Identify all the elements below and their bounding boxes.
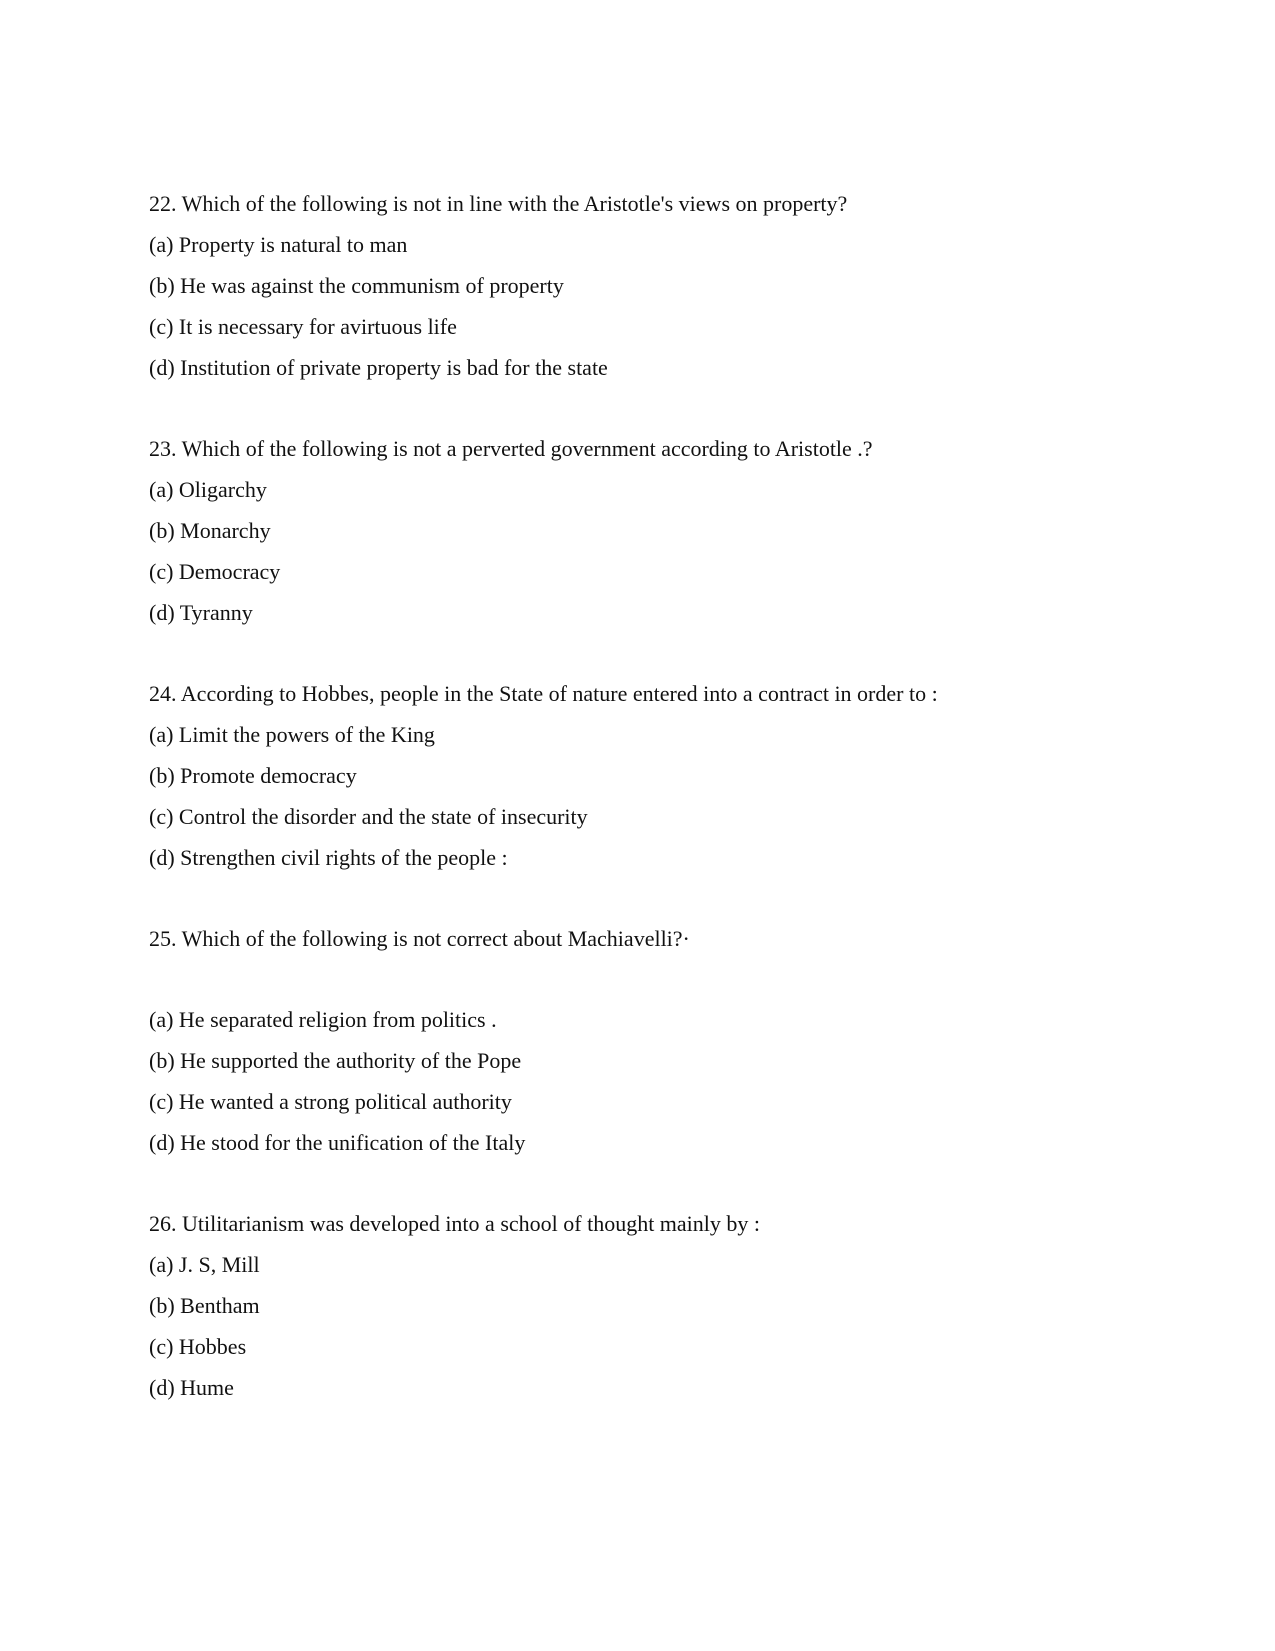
question-22-text: 22. Which of the following is not in line with the Aristotle's views on property?	[149, 191, 848, 216]
question-23-option-b: (b) Monarchy	[149, 518, 271, 543]
question-23-option-c: (c) Democracy	[149, 559, 281, 584]
question-22-option-b: (b) He was against the communism of property	[149, 273, 564, 298]
question-26-text: 26. Utilitarianism was developed into a school of thought mainly by :	[149, 1211, 761, 1236]
question-24-option-c: (c) Control the disorder and the state of insecurity	[149, 804, 588, 829]
question-25-option-d: (d) He stood for the unification of the Italy	[149, 1130, 526, 1155]
question-25-text: 25. Which of the following is not correct about Machiavelli?·	[149, 926, 690, 951]
question-26-option-c: (c) Hobbes	[149, 1334, 247, 1359]
question-22-option-a: (a) Property is natural to man	[149, 232, 408, 257]
question-26-option-b: (b) Bentham	[149, 1293, 260, 1318]
question-22-option-c: (c) It is necessary for avirtuous life	[149, 314, 457, 339]
question-25-option-a: (a) He separated religion from politics .	[149, 1007, 497, 1032]
question-22-option-d: (d) Institution of private property is bad for the state	[149, 355, 608, 380]
question-24-option-a: (a) Limit the powers of the King	[149, 722, 435, 747]
question-23-option-a: (a) Oligarchy	[149, 477, 267, 502]
question-26-option-a: (a) J. S, Mill	[149, 1252, 260, 1277]
question-24-option-b: (b) Promote democracy	[149, 763, 357, 788]
question-25-option-b: (b) He supported the authority of the Pope	[149, 1048, 522, 1073]
question-23-option-d: (d) Tyranny	[149, 600, 253, 625]
question-25-option-c: (c) He wanted a strong political authority	[149, 1089, 512, 1114]
question-26-option-d: (d) Hume	[149, 1375, 234, 1400]
question-24-text: 24. According to Hobbes, people in the State of nature entered into a contract in order to :	[149, 681, 938, 706]
question-24-option-d: (d) Strengthen civil rights of the people :	[149, 845, 508, 870]
question-23-text: 23. Which of the following is not a perverted government according to Aristotle .?	[149, 436, 873, 461]
